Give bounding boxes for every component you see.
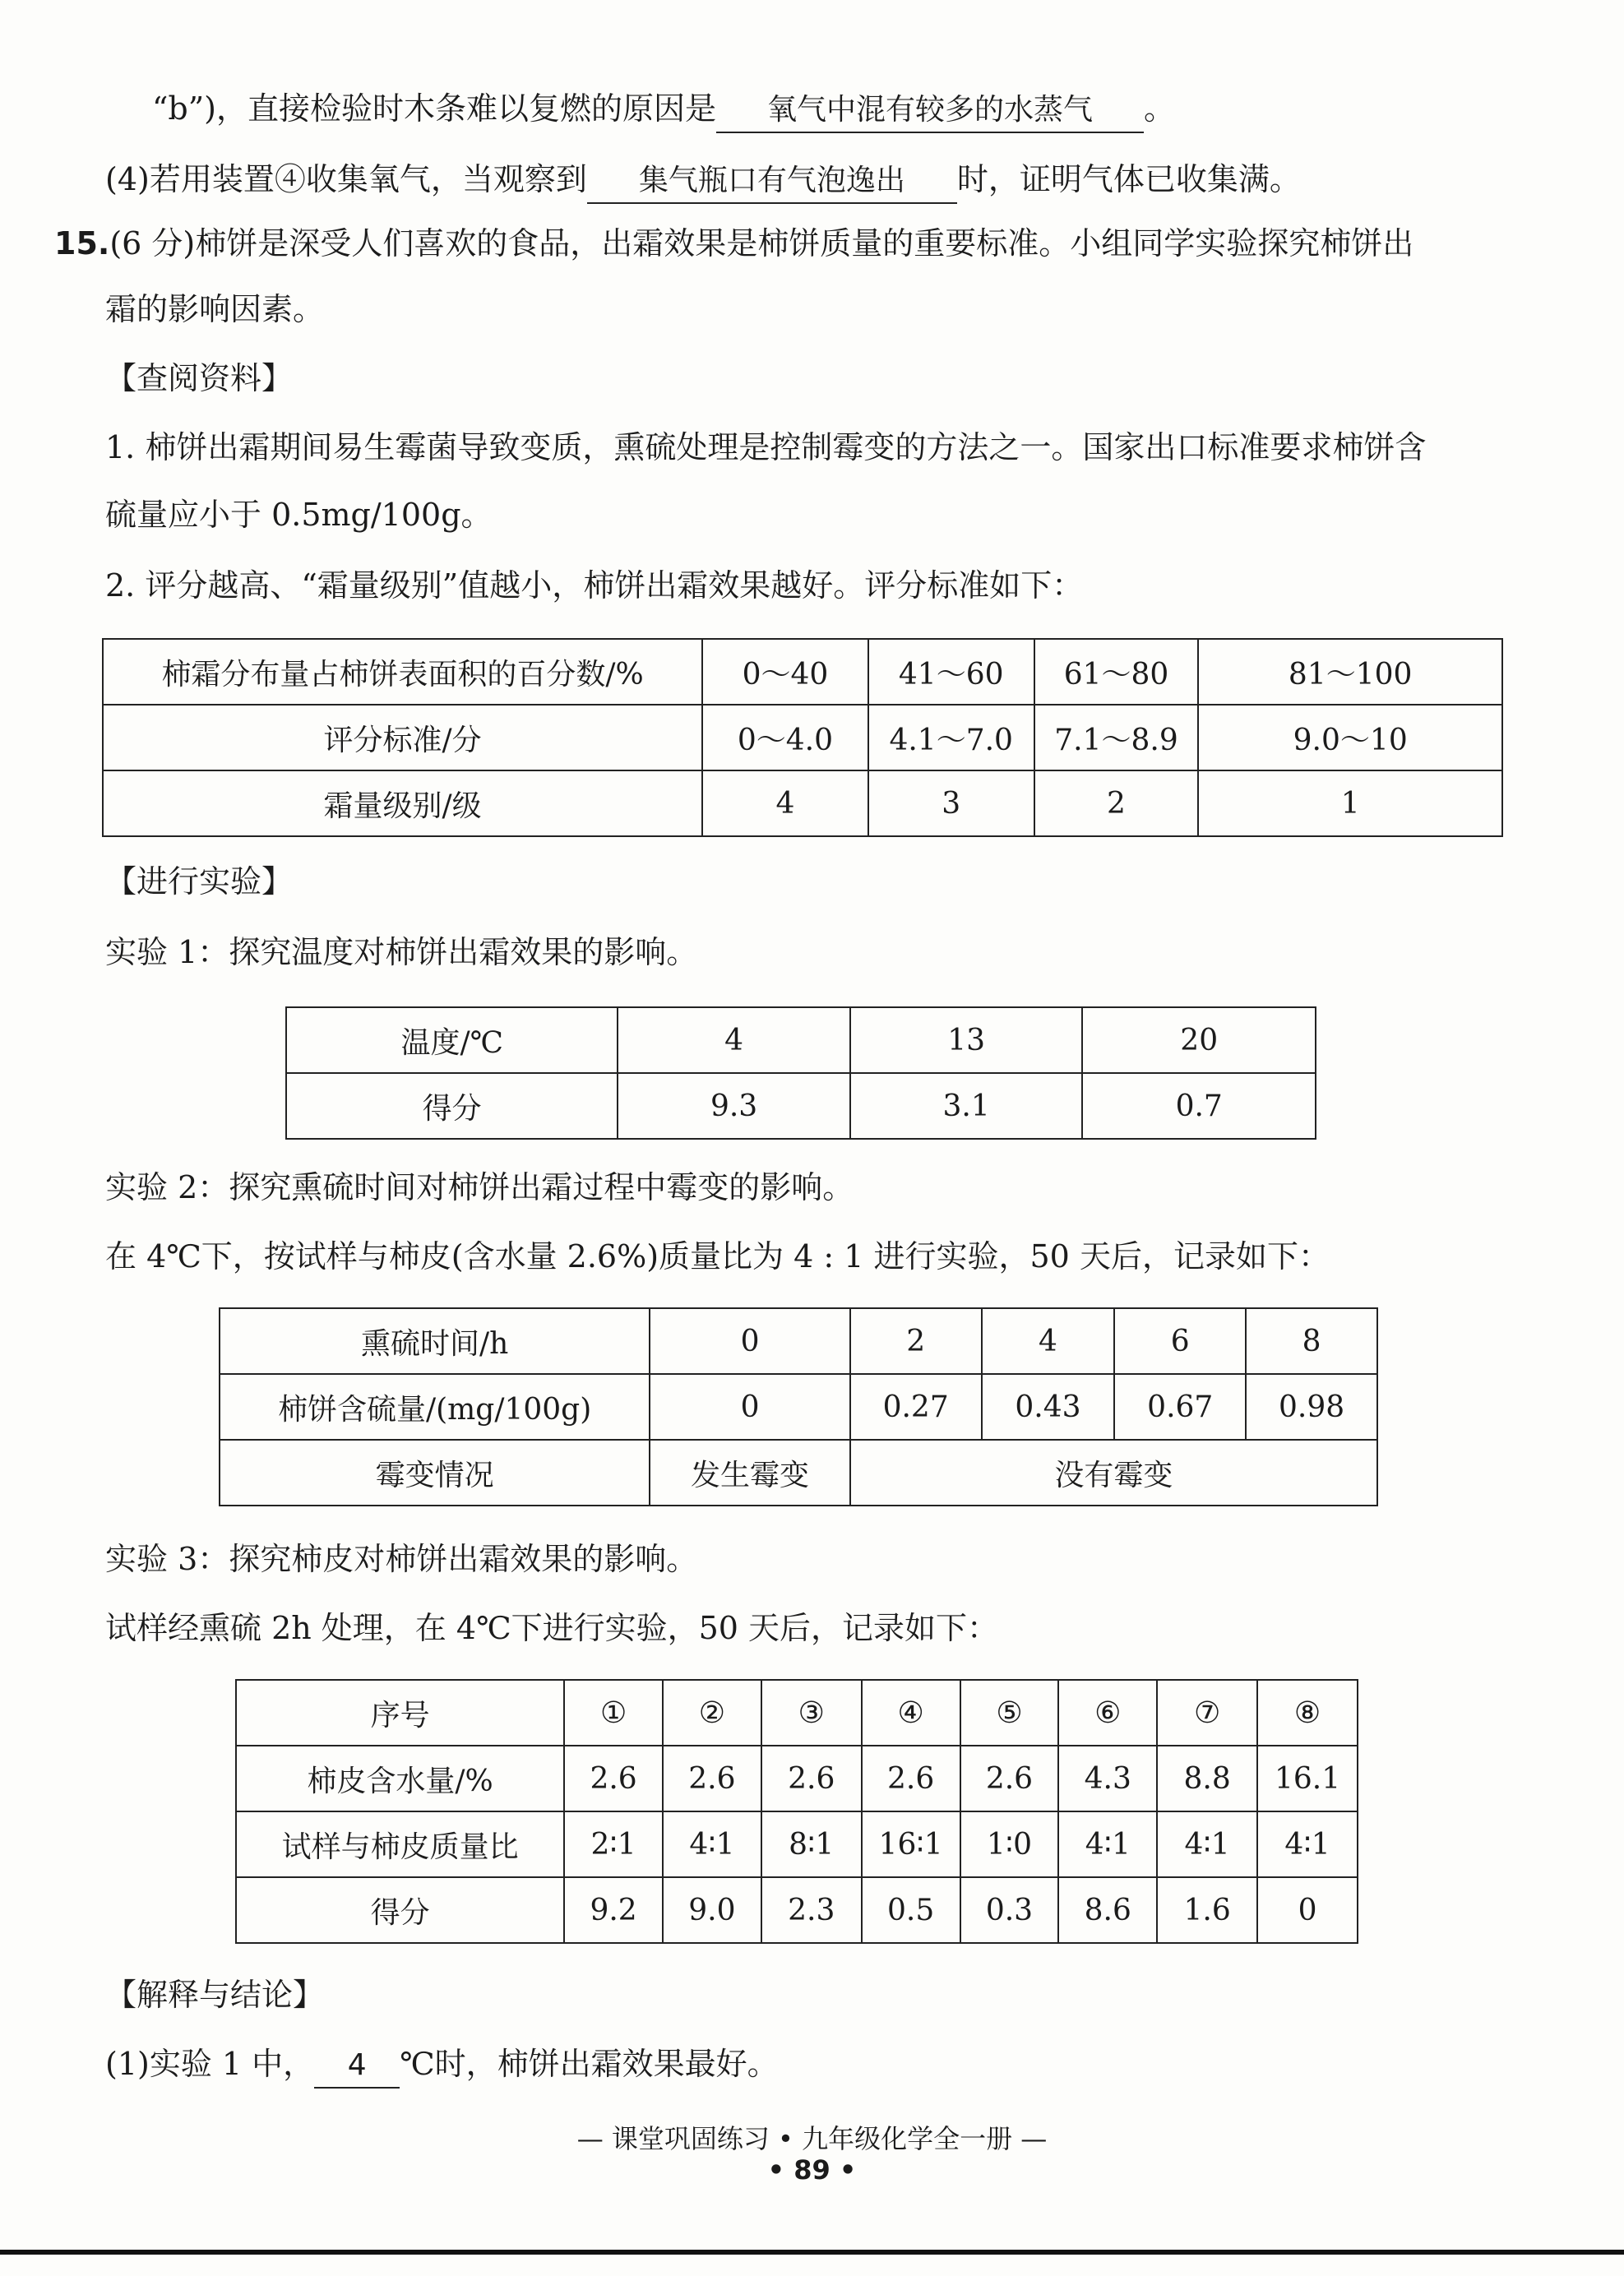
table-cell: 4∶1 (663, 1811, 761, 1877)
question-text: (1)实验 1 中， (105, 2046, 315, 2082)
table-cell: 4∶1 (1257, 1811, 1358, 1877)
table-header-cell: 序号 (236, 1680, 564, 1746)
table-row (236, 1811, 1358, 1877)
table-cell: 3.1 (850, 1073, 1083, 1139)
table-cell: 0 (1257, 1877, 1358, 1943)
table-row (236, 1877, 1358, 1943)
table-cell: 61～80 (1034, 639, 1199, 705)
section-heading-reference: 【查阅资料】 (105, 360, 294, 396)
table-cell: 0 (650, 1308, 849, 1374)
table-cell: ⑤ (960, 1680, 1059, 1746)
table-header-cell: 霉变情况 (220, 1440, 650, 1506)
table-cell: 0.67 (1114, 1374, 1246, 1440)
table-cell: 4 (702, 770, 868, 836)
question-text: ℃时，柿饼出霜效果最好。 (400, 2046, 779, 2082)
table-cell: 4∶1 (1157, 1811, 1257, 1877)
bottom-rule (0, 2250, 1624, 2255)
table-cell: 2.3 (761, 1877, 862, 1943)
question-text: (4)若用装置④收集氧气，当观察到 (105, 161, 587, 197)
table-cell: 20 (1082, 1007, 1316, 1073)
table-header-cell: 评分标准/分 (103, 705, 702, 770)
table-cell: 1 (1198, 770, 1502, 836)
table-row (220, 1440, 1377, 1506)
experiment-3-title: 实验 3：探究柿皮对柿饼出霜效果的影响。 (105, 1541, 698, 1577)
peel-table (235, 1679, 1358, 1944)
table-cell: 0～40 (702, 639, 868, 705)
table-header-cell: 温度/℃ (286, 1007, 618, 1073)
table-cell: 1.6 (1157, 1877, 1257, 1943)
table-cell: 41～60 (868, 639, 1034, 705)
table-cell: 2.6 (564, 1746, 663, 1811)
experiment-3-condition: 试样经熏硫 2h 处理，在 4℃下进行实验，50 天后，记录如下： (105, 1610, 999, 1646)
experiment-2-title: 实验 2：探究熏硫时间对柿饼出霜过程中霉变的影响。 (105, 1169, 854, 1205)
question-number: 15. (54, 225, 110, 261)
table-cell: 0～4.0 (702, 705, 868, 770)
answer-blank: 氧气中混有较多的水蒸气 (716, 89, 1144, 133)
table-cell: ⑧ (1257, 1680, 1358, 1746)
reference-item-2: 2. 评分越高、“霜量级别”值越小，柿饼出霜效果越好。评分标准如下： (105, 567, 1084, 604)
table-cell: 2.6 (663, 1746, 761, 1811)
table-cell: 8.6 (1058, 1877, 1157, 1943)
question-text: 时，证明气体已收集满。 (956, 161, 1301, 197)
table-cell: 0.43 (982, 1374, 1115, 1440)
scoring-standard-table (102, 638, 1503, 837)
table-cell: 16.1 (1257, 1746, 1358, 1811)
table-header-cell: 柿霜分布量占柿饼表面积的百分数/% (103, 639, 702, 705)
table-cell: 4.3 (1058, 1746, 1157, 1811)
table-cell: 发生霉变 (650, 1440, 849, 1506)
table-cell: 9.0～10 (1198, 705, 1502, 770)
table-cell: 2.6 (862, 1746, 960, 1811)
table-cell: 3 (868, 770, 1034, 836)
table-cell: 没有霉变 (850, 1440, 1377, 1506)
fumigation-table (219, 1307, 1378, 1506)
table-cell: 9.3 (618, 1073, 850, 1139)
experiment-2-condition: 在 4℃下，按试样与柿皮(含水量 2.6%)质量比为 4 : 1 进行实验，50 天后，记录如下： (105, 1238, 1330, 1274)
table-row (103, 770, 1502, 836)
reference-item-1: 1. 柿饼出霜期间易生霉菌导致变质，熏硫处理是控制霉变的方法之一。国家出口标准要求柿饼含 (105, 429, 1427, 465)
table-header-cell: 霜量级别/级 (103, 770, 702, 836)
table-row (103, 639, 1502, 705)
table-row (103, 705, 1502, 770)
answer-line-1 (152, 87, 1175, 133)
table-cell: 4 (618, 1007, 850, 1073)
table-row (220, 1374, 1377, 1440)
table-cell: 2∶1 (564, 1811, 663, 1877)
table-cell: 0.3 (960, 1877, 1059, 1943)
table-row (286, 1073, 1316, 1139)
conclusion-1 (105, 2042, 779, 2089)
table-cell: 8∶1 (761, 1811, 862, 1877)
experiment-1-title: 实验 1：探究温度对柿饼出霜效果的影响。 (105, 934, 698, 970)
reference-item-1-cont: 硫量应小于 0.5mg/100g。 (105, 497, 493, 533)
table-cell: 0.98 (1246, 1374, 1377, 1440)
table-cell: ⑦ (1157, 1680, 1257, 1746)
table-cell: 13 (850, 1007, 1083, 1073)
table-header-cell: 柿皮含水量/% (236, 1746, 564, 1811)
footer-title: — 课堂巩固练习 • 九年级化学全一册 — (576, 2123, 1048, 2154)
table-cell: 8.8 (1157, 1746, 1257, 1811)
table-cell: 1∶0 (960, 1811, 1059, 1877)
section-heading-experiment: 【进行实验】 (105, 863, 294, 900)
table-cell: 4.1～7.0 (868, 705, 1034, 770)
temperature-table (285, 1006, 1316, 1140)
table-cell: 0 (650, 1374, 849, 1440)
section-heading-conclusion: 【解释与结论】 (105, 1977, 325, 2013)
table-header-cell: 得分 (236, 1877, 564, 1943)
question-text: (6 分)柿饼是深受人们喜欢的食品，出霜效果是柿饼质量的重要标准。小组同学实验探究柿饼出 (109, 225, 1414, 261)
table-cell: 16∶1 (862, 1811, 960, 1877)
table-cell: 9.2 (564, 1877, 663, 1943)
question-15-intro (54, 222, 1413, 265)
table-cell: 0.5 (862, 1877, 960, 1943)
table-cell: 2 (850, 1308, 982, 1374)
table-cell: ③ (761, 1680, 862, 1746)
table-cell: 7.1～8.9 (1034, 705, 1199, 770)
table-cell: ⑥ (1058, 1680, 1157, 1746)
table-row (286, 1007, 1316, 1073)
answer-line-2 (105, 158, 1301, 204)
table-header-cell: 熏硫时间/h (220, 1308, 650, 1374)
answer-blank: 集气瓶口有气泡逸出 (587, 160, 957, 204)
table-row (236, 1746, 1358, 1811)
question-text: “b”)，直接检验时木条难以复燃的原因是 (152, 90, 717, 127)
table-cell: ④ (862, 1680, 960, 1746)
table-cell: ② (663, 1680, 761, 1746)
table-cell: 0.27 (850, 1374, 982, 1440)
question-text: 。 (1144, 90, 1176, 127)
table-cell: ① (564, 1680, 663, 1746)
answer-blank: 4 (314, 2044, 400, 2089)
table-header-cell: 试样与柿皮质量比 (236, 1811, 564, 1877)
table-cell: 81～100 (1198, 639, 1502, 705)
table-cell: 2 (1034, 770, 1199, 836)
table-cell: 0.7 (1082, 1073, 1316, 1139)
table-cell: 4 (982, 1308, 1115, 1374)
table-row (220, 1308, 1377, 1374)
page-number: • 89 • (767, 2154, 857, 2186)
table-header-cell: 得分 (286, 1073, 618, 1139)
table-cell: 2.6 (761, 1746, 862, 1811)
table-row (236, 1680, 1358, 1746)
table-header-cell: 柿饼含硫量/(mg/100g) (220, 1374, 650, 1440)
table-cell: 6 (1114, 1308, 1246, 1374)
table-cell: 4∶1 (1058, 1811, 1157, 1877)
question-15-intro-cont: 霜的影响因素。 (105, 291, 325, 327)
table-cell: 8 (1246, 1308, 1377, 1374)
table-cell: 9.0 (663, 1877, 761, 1943)
table-cell: 2.6 (960, 1746, 1059, 1811)
